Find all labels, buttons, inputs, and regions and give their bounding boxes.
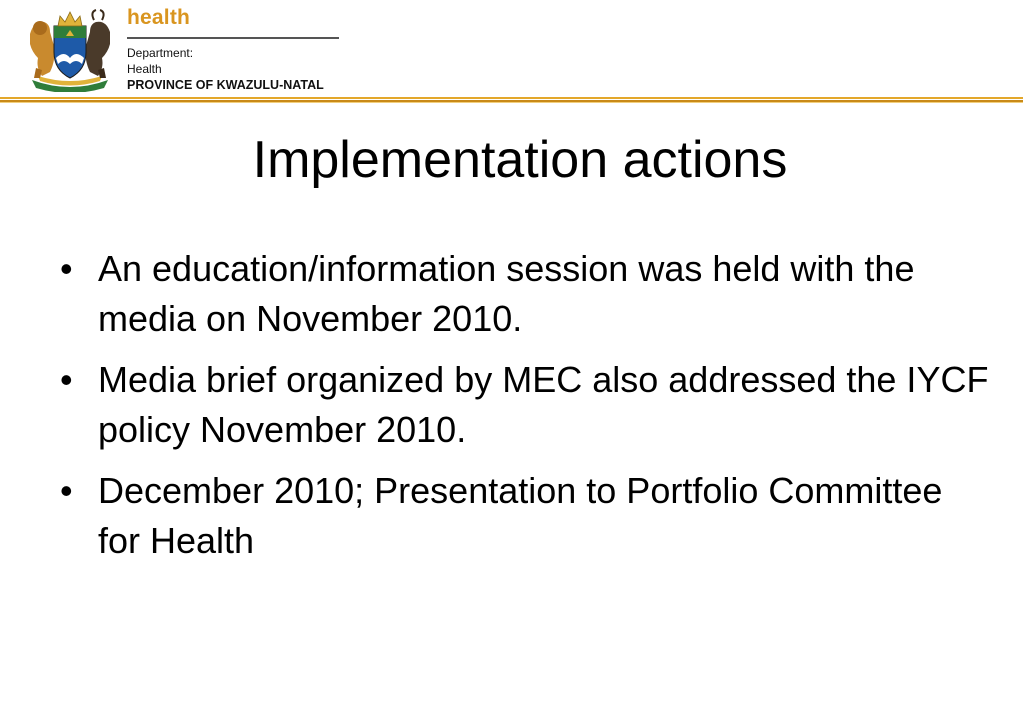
province-name: PROVINCE OF KWAZULU-NATAL — [127, 78, 324, 92]
coat-of-arms-icon — [24, 6, 116, 92]
bullet-dot-icon: • — [60, 470, 73, 511]
bullet-item — [60, 355, 990, 455]
bullet-item — [60, 466, 990, 566]
department-name: Health — [127, 62, 162, 76]
brand-divider — [127, 37, 339, 39]
bullet-list — [60, 244, 990, 577]
department-label: Department: — [127, 46, 194, 60]
header — [0, 0, 1023, 104]
brand-word: health — [127, 6, 191, 29]
slide-title: Implementation actions — [252, 131, 788, 189]
bullet-dot-icon: • — [60, 248, 73, 289]
bullet-text: Media brief organized by MEC also addressed the IYCF policy November 2010. — [98, 359, 989, 450]
bullet-dot-icon: • — [60, 359, 73, 400]
header-divider-band — [0, 97, 1023, 104]
bullet-text: An education/information session was held with the media on November 2010. — [98, 248, 915, 339]
bullet-text: December 2010; Presentation to Portfolio Committee for Health — [98, 470, 943, 561]
bullet-item — [60, 244, 990, 344]
